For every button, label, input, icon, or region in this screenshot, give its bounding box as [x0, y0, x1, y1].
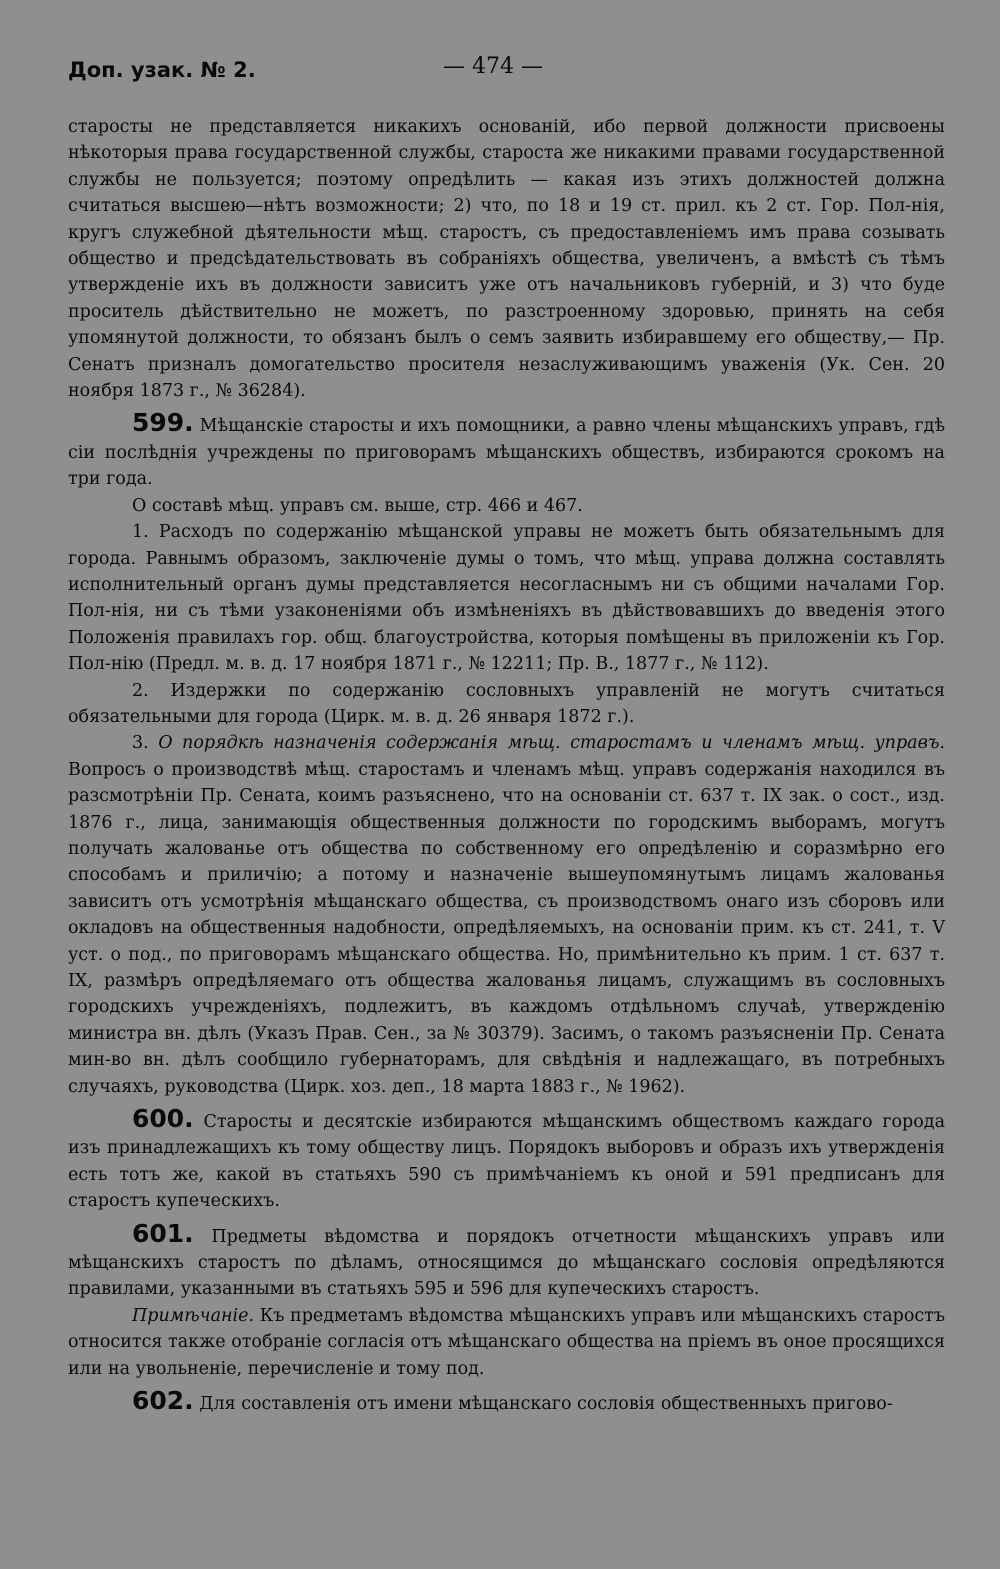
article-600	[68, 1106, 945, 1215]
article-text: Мѣщанскіе старосты и ихъ помощники, а равно члены мѣщанскихъ управъ, гдѣ сіи послѣднія учреждены по приговорамъ мѣщанскихъ обществъ, избираются срокомъ на три года.	[68, 416, 945, 490]
article-number: 602.	[132, 1386, 194, 1416]
running-head: Доп. узак. № 2.	[68, 58, 256, 82]
article-text: Старосты и десятскіе избираются мѣщанскимъ обществомъ каждаго города изъ принадлежащихъ къ тому обществу лицъ. Порядокъ выборовъ и образъ ихъ утвержденія есть тотъ же, какой въ статьяхъ 590 съ примѣчаніемъ къ оной и 591 предписанъ для старостъ купеческихъ.	[68, 1112, 945, 1212]
commentary-text: Вопросъ о производствѣ мѣщ. старостамъ и членамъ мѣщ. управъ содержанія находился въ разсмотрѣніи Пр. Сената, коимъ разъяснено, что на основаніи ст. 637 т. IX зак. о сост., изд. 1876 г., лица, занимающія общественныя должности по городскимъ выборамъ, могутъ получать жалованье отъ общества по собственному его опредѣленію и соразмѣрно его способамъ и приличію; а потому и назначеніе вышеупомянутымъ лицамъ жалованья зависитъ отъ усмотрѣнія мѣщанскаго общества, съ производствомъ онаго изъ сборовъ или окладовъ на общественныя надобности, опредѣляемыхъ, на основаніи прим. къ ст. 241, т. V уст. о под., по приговорамъ мѣщанскаго общества. Но, примѣнительно къ прим. 1 ст. 637 т. IX, размѣръ опредѣляемаго отъ общества жалованья лицамъ, служащимъ въ сословныхъ городскихъ учрежденіяхъ, подлежитъ, въ каждомъ отдѣльномъ случаѣ, утвержденію министра вн. дѣлъ (Указъ Прав. Сен., за № 30379). Засимъ, о такомъ разъясненіи Пр. Сената мин-во вн. дѣлъ сообщило губернаторамъ, для свѣдѣнія и надлежащаго, въ потребныхъ случаяхъ, руководства (Цирк. хоз. деп., 18 марта 1883 г., № 1962).	[68, 759, 945, 1097]
article-602	[68, 1388, 945, 1417]
commentary-3	[68, 730, 945, 1100]
commentary-1: 1. Расходъ по содержанію мѣщанской управы не можетъ быть обязательнымъ для города. Равнымъ образомъ, заключеніе думы о томъ, что мѣщ. управа должна составлять исполнительный органъ думы представляется несогласнымъ ни съ общими началами Гор. Пол-нія, ни съ тѣми узаконеніями объ измѣненіяхъ въ дѣйствовавшихъ до введенія этого Положенія правилахъ гор. общ. благоустройства, которыя помѣщены въ приложеніи къ Гор. Пол-нію (Предл. м. в. д. 17 ноября 1871 г., № 12211; Пр. В., 1877 г., № 112).	[68, 522, 945, 675]
note-text: Къ предметамъ вѣдомства мѣщанскихъ управъ или мѣщанскихъ старостъ относится также отобраніе согласія отъ мѣщанскаго общества на пріемъ въ оное просящихся или на увольненіе, перечисленіе и тому под.	[68, 1305, 945, 1379]
commentary-2: 2. Издержки по содержанію сословныхъ управленій не могутъ считаться обязательными для города (Цирк. м. в. д. 26 января 1872 г.).	[68, 680, 945, 727]
note-label: Примѣчаніе.	[132, 1305, 255, 1326]
article-text: Для составленія отъ имени мѣщанскаго сословія общественныхъ пригово-	[193, 1394, 893, 1415]
article-text: Предметы вѣдомства и порядокъ отчетности мѣщанскихъ управъ или мѣщанскихъ старостъ по дѣламъ, относящимся до мѣщанскаго сословія опредѣляются правилами, указанными въ статьяхъ 595 и 596 для купеческихъ старостъ.	[68, 1226, 945, 1300]
article-599	[68, 410, 945, 492]
article-number: 600.	[132, 1104, 194, 1134]
article-number: 601.	[132, 1218, 194, 1248]
cross-reference: О составѣ мѣщ. управъ см. выше, стр. 466 и 467.	[132, 495, 583, 516]
paragraph-continuation: старосты не представляется никакихъ основаній, ибо первой должности присвоены нѣкоторыя права государственной службы, староста же никакими правами государственной службы не пользуется; поэтому опредѣлить — какая изъ этихъ должностей должна считаться высшею—нѣтъ возможности; 2) что, по 18 и 19 ст. прил. къ 2 ст. Гор. Пол-нія, кругъ служебной дѣятельности мѣщ. старостъ, съ предоставленіемъ имъ права созывать общество и предсѣдательствовать въ собраніяхъ общества, увеличенъ, а вмѣстѣ съ тѣмъ утвержденіе ихъ въ должности зависитъ уже отъ начальниковъ губерній, и 3) что буде проситель дѣйствительно не можетъ, по разстроенному здоровью, принять на себя упомянутой должности, то обязанъ былъ о семъ заявить избиравшему его обществу,— Пр. Сенатъ призналъ домогательство просителя незаслуживающимъ уваженія (Ук. Сен. 20 ноября 1873 г., № 36284).	[68, 117, 945, 402]
note	[68, 1303, 945, 1382]
page-header	[68, 50, 945, 90]
page-number: — 474 —	[443, 54, 543, 79]
commentary-number: 3.	[132, 733, 159, 754]
page-body	[68, 114, 945, 1418]
article-number: 599.	[132, 408, 194, 438]
commentary-title: О порядкѣ назначенія содержанія мѣщ. старостамъ и членамъ мѣщ. управъ.	[158, 733, 945, 754]
article-601	[68, 1218, 945, 1303]
